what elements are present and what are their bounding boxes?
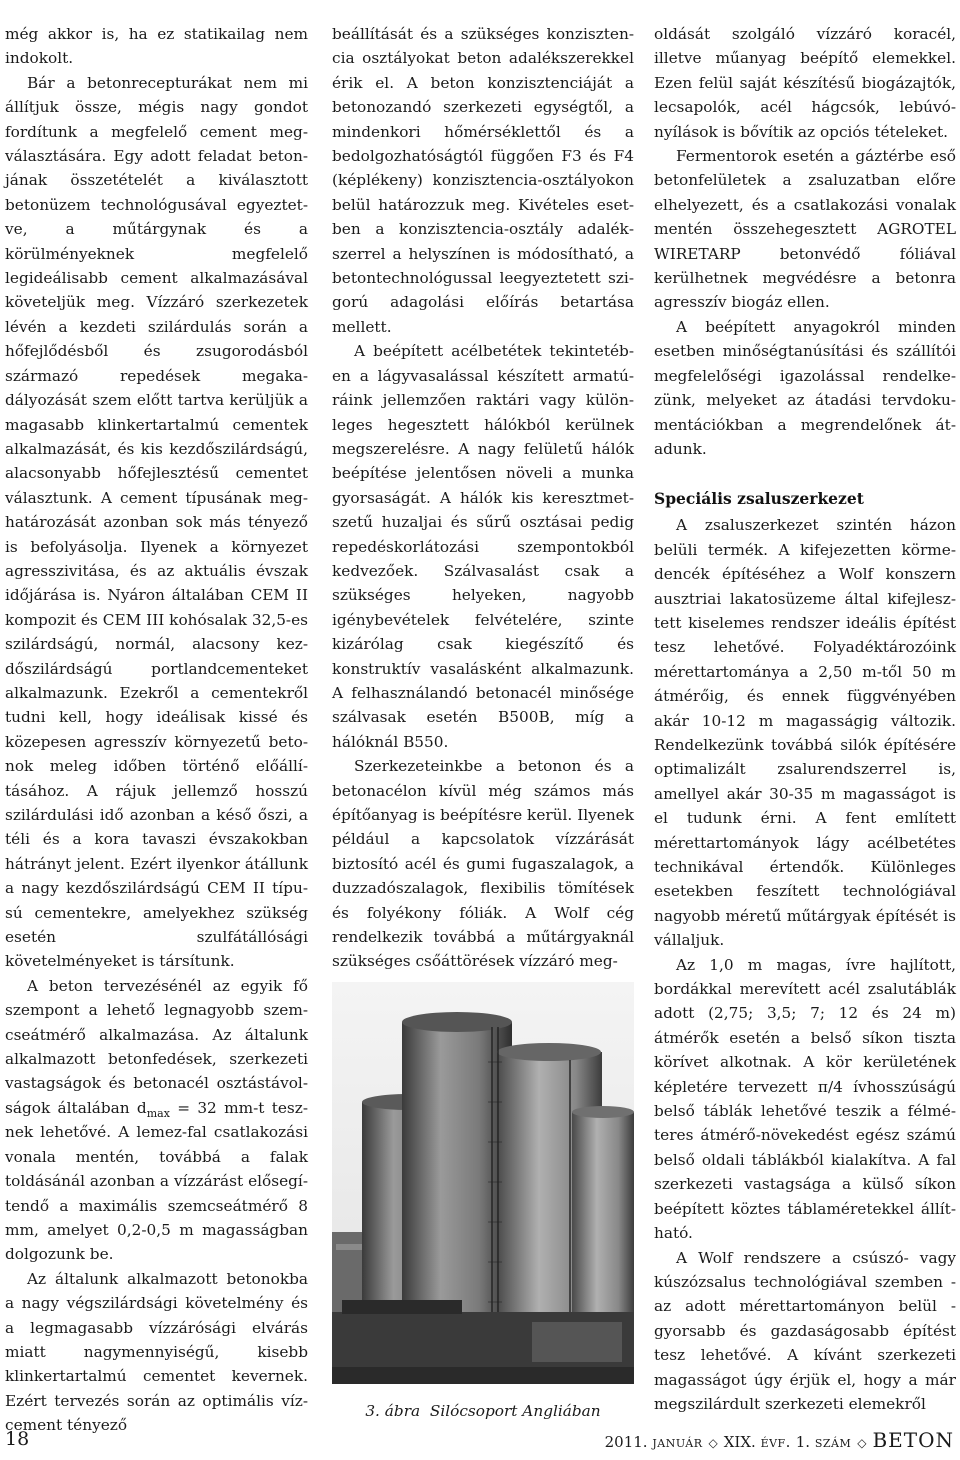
paragraph: Az általunk alkalmazott betonokba a nagy végszilárdsági követelmény és a legmagasabb vízzárósági elvárás miatt nagymennyiségű, kisebb klinkertartalmú cementet kevernek. Ezért tervezés során az optimális víz-cement tényező: [5, 1269, 308, 1435]
paragraph: Szerkezeteinkbe a betonon és a betonacélon kívül még számos más építőanyag is beépítésre kerül. Ilyenek például a kapcsolatok vízzárását biztosító acél és gumi fugaszalagok, a duzzadószalagok, flexibilis tömítések és folyékony fóliák. A Wolf cég rendelkezik továbbá a műtárgyaknál szükséges csőáttörések vízzáró meg-: [332, 757, 634, 971]
column-left: [5, 22, 308, 1438]
separator-icon: ◇: [857, 1436, 867, 1450]
magazine-name: BETON: [872, 1428, 954, 1452]
paragraph: oldását szolgáló vízzáró koracél, illetve műanyag beépítő elemekkel. Ezen felül saját készítésű biogázajtók, lecsapolók, acél hágcsók, lebúvónyílások is bővítik az opciós tételeket.: [654, 25, 956, 141]
paragraph: Fermentorok esetén a gáztérbe eső betonfelületek a zsaluzatban előre elhelyezett, és a csatlakozási vonalak mentén összehegesztett AGROTEL WIRETARP betonvédő fóliával kerülhetnek megvédésre a betonra agresszív biogáz ellen.: [654, 147, 956, 312]
issue-label: szám: [814, 1433, 852, 1451]
subscript-max: max: [146, 1106, 170, 1120]
page-number: 18: [5, 1428, 30, 1450]
paragraph: A Wolf rendszere a csúszó- vagy kúszózsalus technológiával szemben - az adott mérettartományon belül - gyorsabb és gazdaságosabb építést tesz lehetővé. A kívánt szerkezeti magasságot úgy érjük el, hogy a már megszilárdult szerkezeti elemekről: [654, 1248, 956, 1413]
column-right: [654, 22, 956, 1416]
paragraph: beállítását és a szükséges konzisztencia osztályokat beton adalékszerekkel érik el. A beton konzisztenciáját a betonozandó szerkezeti egységtől, a mindenkori hőmérséklettől és a bedolgozhatóságtól függően F3 és F4 (képlékeny) konzisztencia-osztályokon belül határozzuk meg. Kivételes esetben a konzisztencia-osztály adalékszerrel a helyszínen is módosítható, a betontechnológussal leegyeztetett szigorú adagolási előírás betartása mellett.: [332, 25, 634, 336]
footer-year: 2011.: [604, 1433, 648, 1451]
paragraph: Az 1,0 m magas, ívre hajlított, bordákkal merevített acél zsalutáblák adott (2,75; 3,5; 7; 12 és 24 m) átmérők esetén a belső síkon tiszta körívet alkotnak. A kör kerületének képletére tervezett π/4 ívhosszúságú belső táblák lehetővé teszik a félméteres átmérő-növekedést egész számú belső oldali táblákból kialakítva. A fal szerkezeti vastagsága a külső síkon beépített köztes táblaméretekkel állítható.: [654, 955, 956, 1243]
footer-date: [605, 1433, 703, 1451]
column-middle: [332, 22, 634, 974]
volume-label: évf.: [760, 1433, 791, 1451]
paragraph: A zsaluszerkezet szintén házon belüli termék. A kifejezetten körmedencék építéséhez a Wolf konszern ausztriai lakatosüzeme által kifejlesztett kiselemes rendszer ideális építést tesz lehetővé. Folyadéktározóink mérettartománya a 2,50 m-től 50 m átmérőig, és ennek függvényében akár 10-12 m magasságig változik. Rendelkezünk továbbá silók építésére optimalizált zsalurendszerrel is, amellyel akár 30-35 m magasságot is el tudunk érni. A fent említett mérettartományok lágy acélbetétes technikával értendők. Különleges esetekben feszített technológiával nagyobb méretű műtárgyak építését is vállaljuk.: [654, 516, 956, 950]
footer-volume: [724, 1433, 851, 1451]
paragraph: A beépített anyagokról minden esetben minőségtanúsítási és szállítói megfelelőségi igazolással rendelkezünk, melyeket az átadási tervdokumentációkban a megrendelőnek átadunk.: [654, 317, 956, 458]
text-run: = 32 mm-t tesznek lehetővé. A lemez-fal csatlakozási vonala mentén, továbbá a falak toldásánál azonban a vízzárást elősegítendő a maximális szemcseátmérő 8 mm, amelyet 0,2-0,5 m magasságban dolgozunk be.: [5, 1098, 308, 1264]
issue-number: 1.: [795, 1433, 811, 1451]
figure-number: 3. ábra: [365, 1402, 421, 1420]
figure-caption-text: Silócsoport Angliában: [429, 1402, 601, 1420]
footer-month: január: [652, 1433, 703, 1451]
paragraph: Bár a betonrecepturákat nem mi állítjuk össze, mégis nagy gondot fordítunk a megfelelő cement megválasztására. Egy adott feladat betonjának összetételét a kiválasztott betonüzem technológusával egyeztetve, a műtárgynak és a körülményeknek megfelelő legideálisabb cement alkalmazásával követeljük meg. Vízzáró szerkezetek lévén a kezdeti szilárdulás során a hőfejlődésből és zsugorodásból származó repedések megakadályozását szem előtt tartva kerüljük a magasabb klinkertartalmú cementek alkalmazását, és kis kezdőszilárdságú, alacsonyabb hőfejlesztésű cementet választunk. A cement típusának meghatározását azonban sok más tényező is befolyásolja. Ilyenek a környezet agresszivitása, és az aktuális évszak időjárása is. Nyáron általában CEM II kompozit és CEM III kohósalak 32,5-es szilárdságú, normál, alacsony kezdőszilárdságú portlandcementeket alkalmazunk. Ezekről a cementekről tudni kell, hogy ideálisak kissé és közepesen agresszív környezetű betonok meleg időben történő előállításához. A rájuk jellemző hosszú szilárdulási idő azonban a késő őszi, a téli és a kora tavaszi évszakokban hátrányt jelent. Ezért ilyenkor átállunk a nagy kezdőszilárdságú CEM II típusú cementekre, amelyekhez szükség esetén szulfátállósági követelményeket is társítunk.: [5, 73, 308, 971]
running-footer: [605, 1428, 954, 1452]
silo-illustration: [332, 982, 634, 1384]
paragraph: még akkor is, ha ez statikailag nem indokolt.: [5, 25, 308, 68]
volume-number: XIX.: [723, 1433, 756, 1451]
separator-icon: ◇: [708, 1436, 718, 1450]
silo-group-photo: [332, 982, 634, 1384]
text-run: A beton tervezésénél az egyik fő szempont a lehető legnagyobb szemcseátmérő alkalmazása. Az általunk alkalmazott betonfedések, szerkezeti vastagságok és betonacél osztástávolságok általában d: [5, 976, 308, 1117]
section-heading: Speciális zsaluszerkezet: [654, 489, 864, 509]
paragraph-dmax: [5, 974, 308, 1267]
figure-caption: [332, 1402, 634, 1420]
paragraph: A beépített acélbetétek tekintetében a lágyvasalással készített armatúráink jellemzően raktári vagy különleges hegesztett hálókból kerülnek megszerelésre. A nagy felületű hálók beépítése jelentősen növeli a munka gyorsaságát. A hálók kis keresztmetszetű huzaljai és sűrű osztásai pedig repedéskorlátozási szempontokból kedvezőek. Szálvasalást csak a szükséges helyeken, nagyobb igénybevételek felvételére, szinte kizárólag csak kiegészítő és konstruktív vasalásként alkalmazunk. A felhasználandó betonacél minősége szálvasak esetén B500B, míg a hálóknál B550.: [332, 342, 634, 751]
